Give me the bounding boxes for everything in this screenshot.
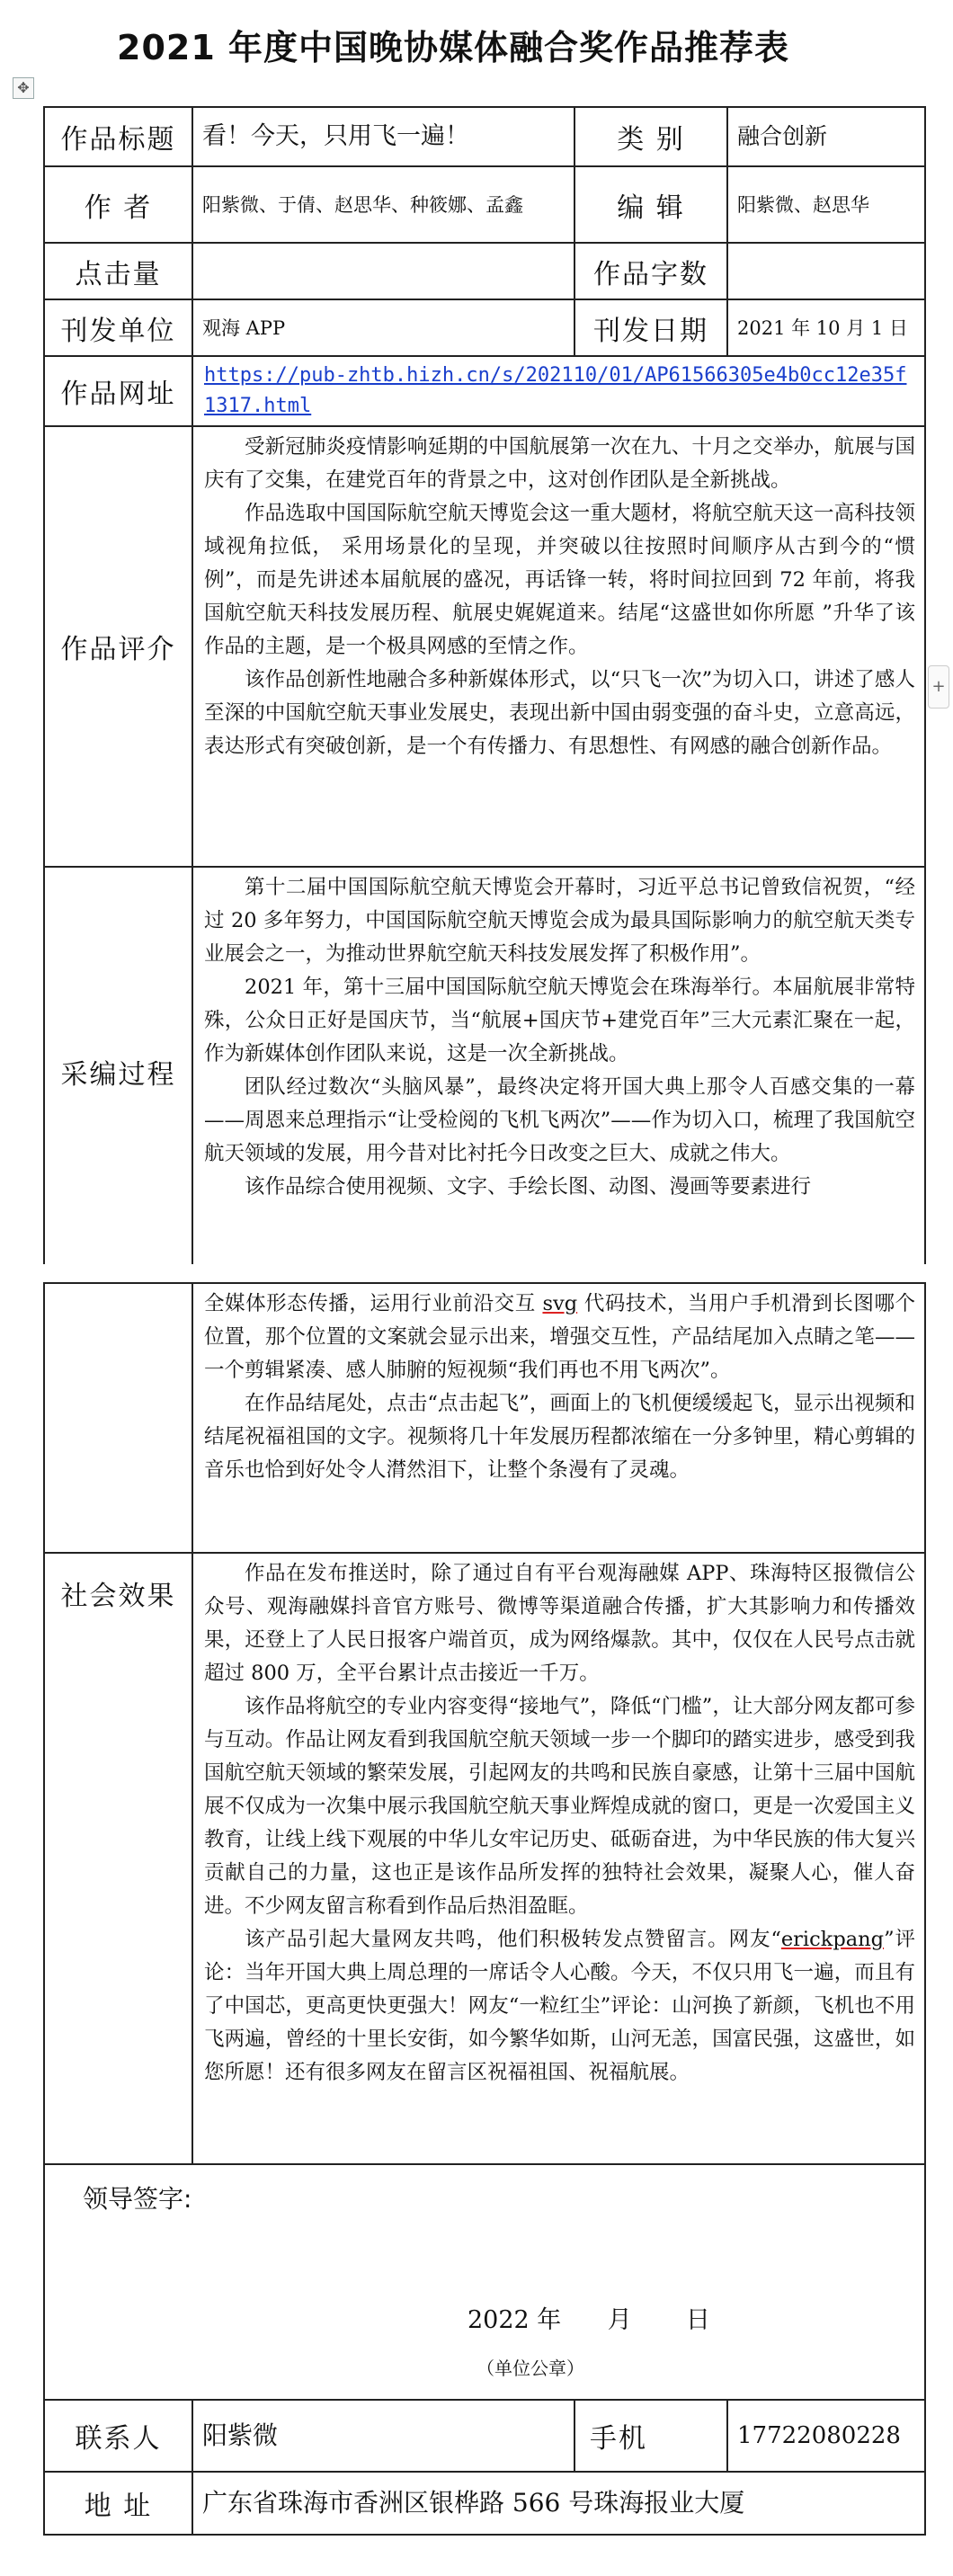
svg-term: svg [542, 1292, 578, 1315]
value-publisher: 观海 APP [192, 299, 574, 356]
review-paragraph: 作品选取中国国际航空航天博览会这一重大题材，将航空航天这一高科技领域视角拉低， 采用场景化的呈现，并突破以往按照时间顺序从古到今的“惯例”，而是先讲述本届航展的盛况，再话锋一转，将时间拉回到 72 年前，将我国航空航天科技发展历程、航展史娓娓道来。结尾“这盛世如你所愿 ”升华了该作品的主题，是一个极具网感的至情之作。 [204, 502, 915, 658]
label-author: 作 者 [44, 166, 192, 243]
label-phone: 手机 [574, 2400, 727, 2472]
process-cell-page1 [192, 867, 925, 1276]
label-process: 采编过程 [44, 867, 192, 1276]
social-paragraph: 作品在发布推送时，除了通过自有平台观海融媒 APP、珠海特区报微信公众号、观海融媒抖音官方账号、微博等渠道融合传播，扩大其影响力和传播效果，还登上了人民日报客户端首页，成为网络爆款。其中，仅仅在人民号点击就超过 800 万，全平台累计点击接近一千万。 [204, 1562, 916, 1685]
move-icon[interactable]: ✥ [13, 77, 34, 99]
label-address: 地 址 [44, 2472, 192, 2535]
label-pub-date: 刊发日期 [574, 299, 727, 356]
process-paragraph-continued: 全媒体形态传播，运用行业前沿交互 svg 代码技术，当用户手机滑到长图哪个位置，那个位置的文案就会显示出来，增强交互性，产品结尾加入点睛之笔——一个剪辑紧凑、感人肺腑的短视频“我们再也不用飞两次”。 [204, 1292, 916, 1382]
plus-icon[interactable]: + [928, 665, 949, 709]
process-cell-page2 [192, 1283, 925, 1553]
value-contact: 阳紫微 [192, 2400, 574, 2472]
process-paragraph: 该作品综合使用视频、文字、手绘长图、动图、漫画等要素进行 [245, 1175, 812, 1199]
work-url-link[interactable]: https://pub-zhtb.hizh.cn/s/202110/01/AP61566305e4b0cc12e35f1317.html [204, 364, 907, 417]
signature-date: 2022 年 月 日 [468, 2306, 710, 2334]
form-table-page1 [43, 106, 926, 1277]
unit-seal-note: （单位公章） [476, 2358, 584, 2379]
process-paragraph: 第十二届中国国际航空航天博览会开幕时，习近平总书记曾致信祝贺，“经过 20 多年努力，中国国际航空航天博览会成为最具国际影响力的航空航天类专业展会之一，为推动世界航空航天科技发展发挥了积极作用”。 [204, 876, 915, 966]
label-publisher: 刊发单位 [44, 299, 192, 356]
review-paragraph: 该作品创新性地融合多种新媒体形式，以“只飞一次”为切入口，讲述了感人至深的中国航空航天事业发展史，表现出新中国由弱变强的奋斗史，立意高远，表达形式有突破创新，是一个有传播力、有思想性、有网感的融合创新作品。 [204, 668, 915, 758]
value-category: 融合创新 [727, 107, 925, 166]
label-social: 社会效果 [44, 1553, 192, 2164]
value-pub-date: 2021 年 10 月 1 日 [727, 299, 925, 356]
value-address: 广东省珠海市香洲区银桦路 566 号珠海报业大厦 [192, 2472, 925, 2535]
process-paragraph: 在作品结尾处，点击“点击起飞”，画面上的飞机便缓缓起飞，显示出视频和结尾祝福祖国的文字。视频将几十年发展历程都浓缩在一分多钟里，精心剪辑的音乐也恰到好处令人潸然泪下，让整个条漫有了灵魂。 [204, 1392, 916, 1482]
label-url: 作品网址 [44, 356, 192, 426]
review-paragraph: 受新冠肺炎疫情影响延期的中国航展第一次在九、十月之交举办，航展与国庆有了交集，在建党百年的背景之中，这对创作团队是全新挑战。 [204, 435, 915, 492]
form-table-page2 [43, 1282, 926, 2536]
social-cell [192, 1553, 925, 2164]
signature-cell [44, 2164, 925, 2400]
value-author: 阳紫微、于倩、赵思华、种筱娜、孟鑫 [192, 166, 574, 243]
process-paragraph: 2021 年，第十三届中国国际航空航天博览会在珠海举行。本届航展非常特殊，公众日正好是国庆节，当“航展+国庆节+建党百年”三大元素汇聚在一起，作为新媒体创作团队来说，这是一次全新挑战。 [204, 976, 915, 1065]
value-phone: 17722080228 [727, 2400, 925, 2472]
label-word-count: 作品字数 [574, 243, 727, 299]
value-word-count [727, 243, 925, 299]
process-label-continued [44, 1283, 192, 1553]
page-title: 2021 年度中国晚协媒体融合奖作品推荐表 [117, 28, 789, 67]
label-editor: 编 辑 [574, 166, 727, 243]
social-paragraph: 该作品将航空的专业内容变得“接地气”，降低“门槛”，让大部分网友都可参与互动。作品让网友看到我国航空航天领域一步一个脚印的踏实进步，感受到我国航空航天领域的繁荣发展，引起网友的共鸣和民族自豪感，让第十三届中国航展不仅成为一次集中展示我国航空航天事业辉煌成就的窗口，更是一次爱国主义教育，让线上线下观展的中华儿女牢记历史、砥砺奋进，为中华民族的伟大复兴贡献自己的力量，这也正是该作品所发挥的独特社会效果，凝聚人心，催人奋进。不少网友留言称看到作品后热泪盈眶。 [204, 1695, 916, 1918]
page-break [0, 1264, 953, 1282]
value-clicks [192, 243, 574, 299]
label-work-title: 作品标题 [44, 107, 192, 166]
value-work-title: 看！今天，只用飞一遍！ [192, 107, 574, 166]
signature-label: 领导签字: [83, 2184, 192, 2214]
label-review: 作品评介 [44, 426, 192, 867]
netizen-username: erickpang [780, 1928, 885, 1951]
process-paragraph: 团队经过数次“头脑风暴”，最终决定将开国大典上那令人百感交集的一幕——周恩来总理指示“让受检阅的飞机飞两次”——作为切入口，梳理了我国航空航天领域的发展，用今昔对比衬托今日改变之巨大、成就之伟大。 [204, 1075, 915, 1165]
label-category: 类 别 [574, 107, 727, 166]
review-cell [192, 426, 925, 867]
social-paragraph: 该产品引起大量网友共鸣，他们积极转发点赞留言。网友“erickpang”评论：当年开国大典上周总理的一席话令人心酸。今天，不仅只用飞一遍，而且有了中国芯，更高更快更强大！网友“一粒红尘”评论：山河换了新颜，飞机也不用飞两遍，曾经的十里长安街，如今繁华如斯，山河无恙，国富民强，这盛世，如您所愿！还有很多网友在留言区祝福祖国、祝福航展。 [204, 1928, 916, 2084]
label-contact: 联系人 [44, 2400, 192, 2472]
value-editor: 阳紫微、赵思华 [727, 166, 925, 243]
label-clicks: 点击量 [44, 243, 192, 299]
